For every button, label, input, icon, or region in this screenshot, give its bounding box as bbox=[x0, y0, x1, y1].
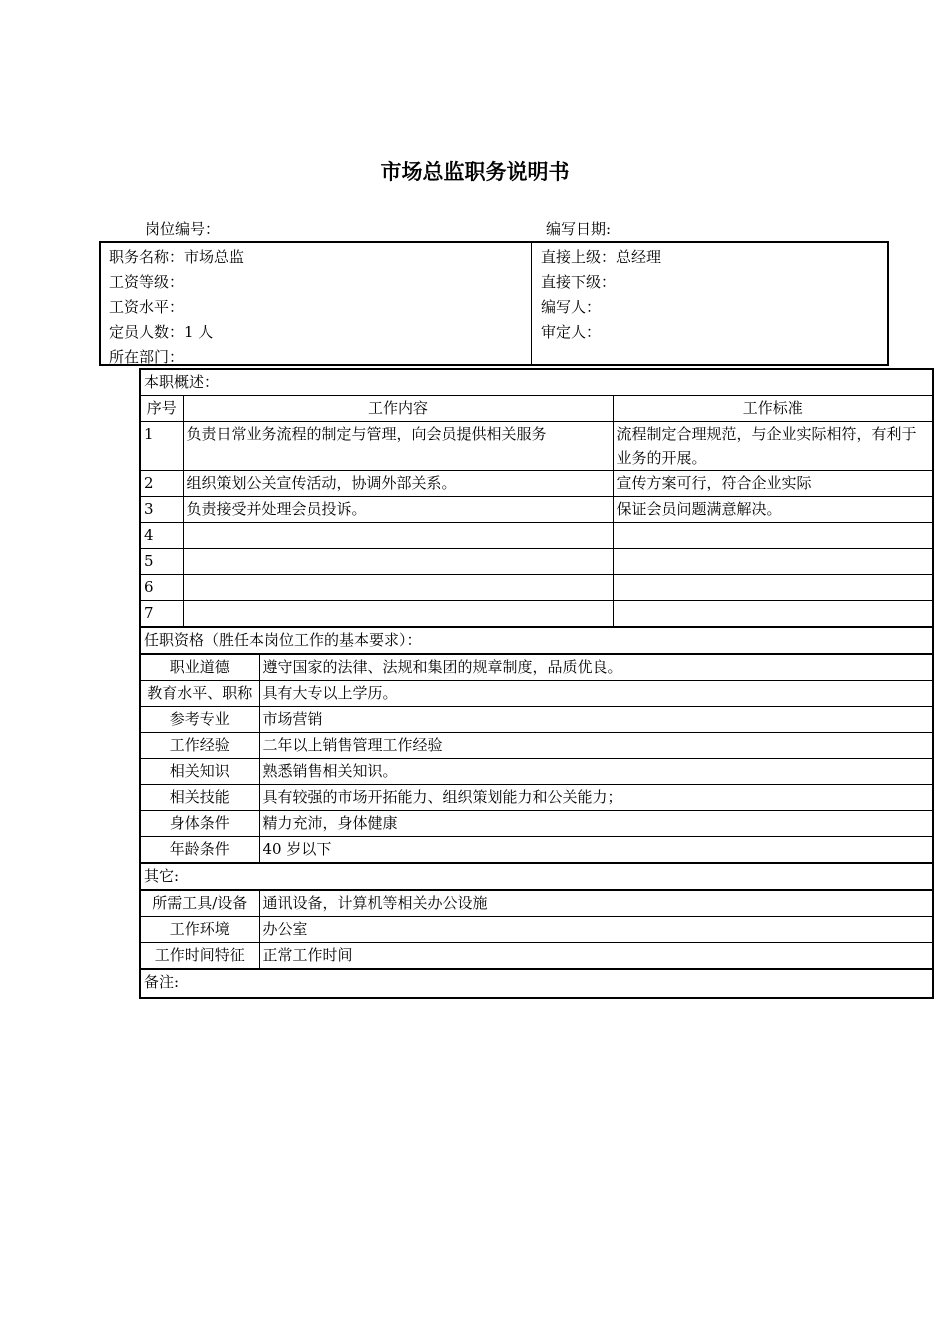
table-row bbox=[140, 497, 933, 523]
overview-header-row bbox=[140, 396, 933, 422]
row-content bbox=[183, 549, 613, 575]
department-field: 所在部门： bbox=[109, 348, 185, 366]
salary-level-field: 工资水平： bbox=[109, 298, 185, 316]
author-field: 编写人： bbox=[541, 298, 602, 316]
table-row bbox=[140, 422, 933, 471]
qualification-row bbox=[140, 681, 933, 707]
job-title-field: 职务名称：市场总监 bbox=[109, 248, 245, 266]
info-right-column bbox=[541, 245, 661, 345]
qualification-value: 精力充沛，身体健康 bbox=[259, 811, 933, 837]
qualification-value: 市场营销 bbox=[259, 707, 933, 733]
document-title: 市场总监职务说明书 bbox=[380, 160, 570, 184]
row-number: 3 bbox=[140, 497, 183, 523]
other-row bbox=[140, 890, 933, 917]
other-label: 工作环境 bbox=[140, 917, 259, 943]
qualification-value: 40 岁以下 bbox=[259, 837, 933, 864]
qualification-label: 相关技能 bbox=[140, 785, 259, 811]
headcount-field: 定员人数：1 人 bbox=[109, 323, 214, 341]
row-standard bbox=[613, 575, 933, 601]
qualification-label: 身体条件 bbox=[140, 811, 259, 837]
qualification-label: 年龄条件 bbox=[140, 837, 259, 864]
table-row bbox=[140, 575, 933, 601]
column-header-standard: 工作标准 bbox=[613, 396, 933, 422]
qualification-value: 具有大专以上学历。 bbox=[259, 681, 933, 707]
other-label: 所需工具/设备 bbox=[140, 890, 259, 917]
other-row bbox=[140, 917, 933, 943]
other-row bbox=[140, 943, 933, 970]
column-header-no: 序号 bbox=[140, 396, 183, 422]
row-standard bbox=[613, 601, 933, 628]
qualification-row bbox=[140, 759, 933, 785]
row-number: 1 bbox=[140, 422, 183, 471]
row-number: 7 bbox=[140, 601, 183, 628]
reviewer-field: 审定人： bbox=[541, 323, 602, 341]
qualification-row bbox=[140, 654, 933, 681]
info-left-column bbox=[109, 245, 244, 370]
qualification-value: 遵守国家的法律、法规和集团的规章制度，品质优良。 bbox=[259, 654, 933, 681]
row-content bbox=[183, 575, 613, 601]
other-heading: 其它: bbox=[140, 863, 933, 890]
qualification-row bbox=[140, 707, 933, 733]
row-number: 5 bbox=[140, 549, 183, 575]
direct-superior-field: 直接上级：总经理 bbox=[541, 248, 662, 266]
remarks-field: 备注: bbox=[140, 969, 933, 998]
table-row bbox=[140, 471, 933, 497]
position-number-label: 岗位编号： bbox=[145, 220, 221, 238]
other-label: 工作时间特征 bbox=[140, 943, 259, 970]
qualifications-heading: 任职资格（胜任本岗位工作的基本要求）： bbox=[140, 627, 933, 654]
info-divider bbox=[531, 243, 532, 364]
qualification-label: 相关知识 bbox=[140, 759, 259, 785]
other-value: 正常工作时间 bbox=[259, 943, 933, 970]
row-number: 2 bbox=[140, 471, 183, 497]
row-content bbox=[183, 523, 613, 549]
row-number: 4 bbox=[140, 523, 183, 549]
written-date-label: 编写日期: bbox=[546, 220, 612, 238]
qualification-label: 参考专业 bbox=[140, 707, 259, 733]
table-row bbox=[140, 523, 933, 549]
direct-subordinate-field: 直接下级： bbox=[541, 273, 617, 291]
row-standard: 宣传方案可行，符合企业实际 bbox=[613, 471, 933, 497]
qualification-row bbox=[140, 733, 933, 759]
qualification-row bbox=[140, 811, 933, 837]
row-standard bbox=[613, 523, 933, 549]
qualification-label: 职业道德 bbox=[140, 654, 259, 681]
other-value: 通讯设备，计算机等相关办公设施 bbox=[259, 890, 933, 917]
column-header-content: 工作内容 bbox=[183, 396, 613, 422]
basic-info-box bbox=[99, 241, 889, 366]
qualification-value: 具有较强的市场开拓能力、组织策划能力和公关能力； bbox=[259, 785, 933, 811]
table-row bbox=[140, 549, 933, 575]
row-standard bbox=[613, 549, 933, 575]
qualification-label: 教育水平、职称 bbox=[140, 681, 259, 707]
qualification-label: 工作经验 bbox=[140, 733, 259, 759]
row-standard: 流程制定合理规范，与企业实际相符，有利于业务的开展。 bbox=[613, 422, 933, 471]
qualification-value: 熟悉销售相关知识。 bbox=[259, 759, 933, 785]
overview-heading: 本职概述： bbox=[140, 369, 933, 396]
row-number: 6 bbox=[140, 575, 183, 601]
row-content: 负责日常业务流程的制定与管理，向会员提供相关服务 bbox=[183, 422, 613, 471]
qualification-value: 二年以上销售管理工作经验 bbox=[259, 733, 933, 759]
qualification-row bbox=[140, 837, 933, 864]
table-row bbox=[140, 601, 933, 628]
job-description-table bbox=[139, 368, 934, 999]
row-standard: 保证会员问题满意解决。 bbox=[613, 497, 933, 523]
row-content: 组织策划公关宣传活动，协调外部关系。 bbox=[183, 471, 613, 497]
salary-grade-field: 工资等级： bbox=[109, 273, 185, 291]
qualification-row bbox=[140, 785, 933, 811]
other-value: 办公室 bbox=[259, 917, 933, 943]
row-content bbox=[183, 601, 613, 628]
row-content: 负责接受并处理会员投诉。 bbox=[183, 497, 613, 523]
